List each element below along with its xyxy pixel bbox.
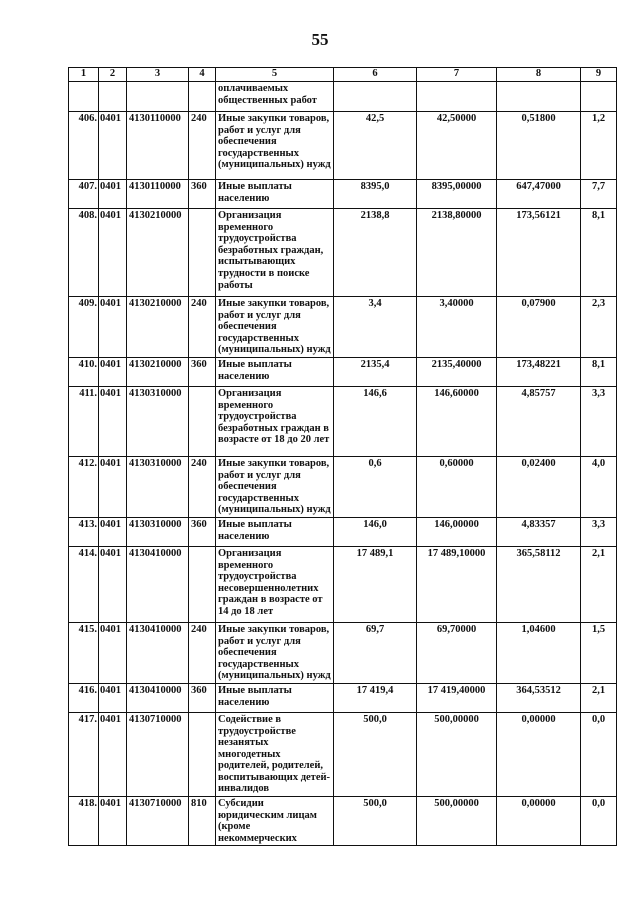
- execution-percent-cell: 8,1: [581, 209, 617, 297]
- row-number-cell: 415.: [69, 622, 99, 683]
- table-row: [69, 297, 617, 358]
- approved-amount-cell: 69,7: [334, 622, 417, 683]
- item-name-cell: Иные выплаты населению: [216, 357, 334, 386]
- executed-amount-cell: 173,48221: [497, 357, 581, 386]
- execution-percent-cell: 2,3: [581, 297, 617, 358]
- table-row: [69, 386, 617, 456]
- target-code-cell: 4130110000: [127, 112, 189, 180]
- column-header: 7: [417, 68, 497, 82]
- expense-kind-cell: [189, 712, 216, 796]
- approved-amount-cell: [334, 82, 417, 112]
- budget-table: [68, 67, 617, 846]
- execution-percent-cell: 2,1: [581, 683, 617, 712]
- execution-percent-cell: [581, 82, 617, 112]
- approved-amount-cell: 3,4: [334, 297, 417, 358]
- item-name-cell: Содействие в трудоустройстве незанятых многодетных родителей, родителей, воспитывающих детей-инвалидов: [216, 712, 334, 796]
- section-code-cell: 0401: [99, 357, 127, 386]
- section-code-cell: 0401: [99, 712, 127, 796]
- column-header: 1: [69, 68, 99, 82]
- execution-percent-cell: 4,0: [581, 456, 617, 517]
- approved-amount-cell: 146,6: [334, 386, 417, 456]
- execution-percent-cell: 0,0: [581, 712, 617, 796]
- table-row: [69, 180, 617, 209]
- executed-amount-cell: [497, 82, 581, 112]
- section-code-cell: [99, 82, 127, 112]
- item-name-cell: Иные выплаты населению: [216, 180, 334, 209]
- adjusted-amount-cell: 146,60000: [417, 386, 497, 456]
- row-number-cell: 406.: [69, 112, 99, 180]
- table-row: [69, 82, 617, 112]
- expense-kind-cell: [189, 209, 216, 297]
- execution-percent-cell: 1,5: [581, 622, 617, 683]
- expense-kind-cell: [189, 386, 216, 456]
- expense-kind-cell: 360: [189, 683, 216, 712]
- approved-amount-cell: 17 489,1: [334, 546, 417, 622]
- executed-amount-cell: 0,00000: [497, 797, 581, 846]
- target-code-cell: 4130410000: [127, 683, 189, 712]
- item-name-cell: Субсидии юридическим лицам (кроме некоммерческих: [216, 797, 334, 846]
- page-number: 55: [311, 30, 329, 49]
- approved-amount-cell: 2138,8: [334, 209, 417, 297]
- table-row: [69, 546, 617, 622]
- row-number-cell: 418.: [69, 797, 99, 846]
- executed-amount-cell: 0,51800: [497, 112, 581, 180]
- adjusted-amount-cell: 146,00000: [417, 517, 497, 546]
- section-code-cell: 0401: [99, 456, 127, 517]
- section-code-cell: 0401: [99, 112, 127, 180]
- row-number-cell: [69, 82, 99, 112]
- expense-kind-cell: [189, 82, 216, 112]
- row-number-cell: 410.: [69, 357, 99, 386]
- target-code-cell: 4130310000: [127, 517, 189, 546]
- executed-amount-cell: 647,47000: [497, 180, 581, 209]
- table-row: [69, 357, 617, 386]
- expense-kind-cell: [189, 546, 216, 622]
- adjusted-amount-cell: 42,50000: [417, 112, 497, 180]
- approved-amount-cell: 500,0: [334, 797, 417, 846]
- executed-amount-cell: 173,56121: [497, 209, 581, 297]
- executed-amount-cell: 4,85757: [497, 386, 581, 456]
- item-name-cell: оплачиваемых общественных работ: [216, 82, 334, 112]
- section-code-cell: 0401: [99, 297, 127, 358]
- target-code-cell: [127, 82, 189, 112]
- column-header: 6: [334, 68, 417, 82]
- target-code-cell: 4130310000: [127, 386, 189, 456]
- execution-percent-cell: 2,1: [581, 546, 617, 622]
- execution-percent-cell: 0,0: [581, 797, 617, 846]
- adjusted-amount-cell: 500,00000: [417, 797, 497, 846]
- column-header: 2: [99, 68, 127, 82]
- executed-amount-cell: 4,83357: [497, 517, 581, 546]
- adjusted-amount-cell: 0,60000: [417, 456, 497, 517]
- expense-kind-cell: 240: [189, 622, 216, 683]
- section-code-cell: 0401: [99, 622, 127, 683]
- approved-amount-cell: 8395,0: [334, 180, 417, 209]
- adjusted-amount-cell: 2138,80000: [417, 209, 497, 297]
- target-code-cell: 4130210000: [127, 297, 189, 358]
- table-row: [69, 683, 617, 712]
- section-code-cell: 0401: [99, 546, 127, 622]
- column-header: 4: [189, 68, 216, 82]
- item-name-cell: Иные закупки товаров, работ и услуг для обеспечения государственных (муниципальных) нужд: [216, 112, 334, 180]
- target-code-cell: 4130210000: [127, 209, 189, 297]
- executed-amount-cell: 0,00000: [497, 712, 581, 796]
- table-row: [69, 456, 617, 517]
- executed-amount-cell: 0,07900: [497, 297, 581, 358]
- row-number-cell: 414.: [69, 546, 99, 622]
- expense-kind-cell: 810: [189, 797, 216, 846]
- item-name-cell: Иные выплаты населению: [216, 683, 334, 712]
- table-row: [69, 517, 617, 546]
- adjusted-amount-cell: 8395,00000: [417, 180, 497, 209]
- executed-amount-cell: 364,53512: [497, 683, 581, 712]
- expense-kind-cell: 360: [189, 357, 216, 386]
- execution-percent-cell: 8,1: [581, 357, 617, 386]
- expense-kind-cell: 360: [189, 517, 216, 546]
- adjusted-amount-cell: 3,40000: [417, 297, 497, 358]
- execution-percent-cell: 3,3: [581, 517, 617, 546]
- row-number-cell: 412.: [69, 456, 99, 517]
- adjusted-amount-cell: 2135,40000: [417, 357, 497, 386]
- expense-kind-cell: 240: [189, 297, 216, 358]
- executed-amount-cell: 1,04600: [497, 622, 581, 683]
- table-row: [69, 112, 617, 180]
- execution-percent-cell: 3,3: [581, 386, 617, 456]
- target-code-cell: 4130410000: [127, 622, 189, 683]
- adjusted-amount-cell: 500,00000: [417, 712, 497, 796]
- adjusted-amount-cell: [417, 82, 497, 112]
- table-row: [69, 712, 617, 796]
- executed-amount-cell: 0,02400: [497, 456, 581, 517]
- section-code-cell: 0401: [99, 209, 127, 297]
- table-row: [69, 622, 617, 683]
- row-number-cell: 413.: [69, 517, 99, 546]
- column-header: 8: [497, 68, 581, 82]
- row-number-cell: 407.: [69, 180, 99, 209]
- section-code-cell: 0401: [99, 517, 127, 546]
- execution-percent-cell: 7,7: [581, 180, 617, 209]
- expense-kind-cell: 240: [189, 112, 216, 180]
- approved-amount-cell: 500,0: [334, 712, 417, 796]
- expense-kind-cell: 240: [189, 456, 216, 517]
- table-row: [69, 797, 617, 846]
- item-name-cell: Иные закупки товаров, работ и услуг для обеспечения государственных (муниципальных) нужд: [216, 456, 334, 517]
- target-code-cell: 4130210000: [127, 357, 189, 386]
- section-code-cell: 0401: [99, 386, 127, 456]
- approved-amount-cell: 2135,4: [334, 357, 417, 386]
- approved-amount-cell: 0,6: [334, 456, 417, 517]
- row-number-cell: 408.: [69, 209, 99, 297]
- table-row: [69, 209, 617, 297]
- target-code-cell: 4130410000: [127, 546, 189, 622]
- row-number-cell: 411.: [69, 386, 99, 456]
- column-header: 9: [581, 68, 617, 82]
- target-code-cell: 4130110000: [127, 180, 189, 209]
- item-name-cell: Организация временного трудоустройства безработных граждан, испытывающих трудности в поиске работы: [216, 209, 334, 297]
- column-header: 5: [216, 68, 334, 82]
- item-name-cell: Иные выплаты населению: [216, 517, 334, 546]
- expense-kind-cell: 360: [189, 180, 216, 209]
- approved-amount-cell: 42,5: [334, 112, 417, 180]
- section-code-cell: 0401: [99, 180, 127, 209]
- adjusted-amount-cell: 17 419,40000: [417, 683, 497, 712]
- target-code-cell: 4130710000: [127, 797, 189, 846]
- item-name-cell: Иные закупки товаров, работ и услуг для обеспечения государственных (муниципальных) нужд: [216, 622, 334, 683]
- section-code-cell: 0401: [99, 797, 127, 846]
- adjusted-amount-cell: 17 489,10000: [417, 546, 497, 622]
- item-name-cell: Организация временного трудоустройства несовершеннолетних граждан в возрасте от 14 до 18 лет: [216, 546, 334, 622]
- row-number-cell: 417.: [69, 712, 99, 796]
- target-code-cell: 4130310000: [127, 456, 189, 517]
- executed-amount-cell: 365,58112: [497, 546, 581, 622]
- approved-amount-cell: 146,0: [334, 517, 417, 546]
- section-code-cell: 0401: [99, 683, 127, 712]
- item-name-cell: Организация временного трудоустройства безработных граждан в возрасте от 18 до 20 лет: [216, 386, 334, 456]
- row-number-cell: 409.: [69, 297, 99, 358]
- item-name-cell: Иные закупки товаров, работ и услуг для обеспечения государственных (муниципальных) нужд: [216, 297, 334, 358]
- target-code-cell: 4130710000: [127, 712, 189, 796]
- header-row: [69, 68, 617, 82]
- column-header: 3: [127, 68, 189, 82]
- execution-percent-cell: 1,2: [581, 112, 617, 180]
- approved-amount-cell: 17 419,4: [334, 683, 417, 712]
- adjusted-amount-cell: 69,70000: [417, 622, 497, 683]
- row-number-cell: 416.: [69, 683, 99, 712]
